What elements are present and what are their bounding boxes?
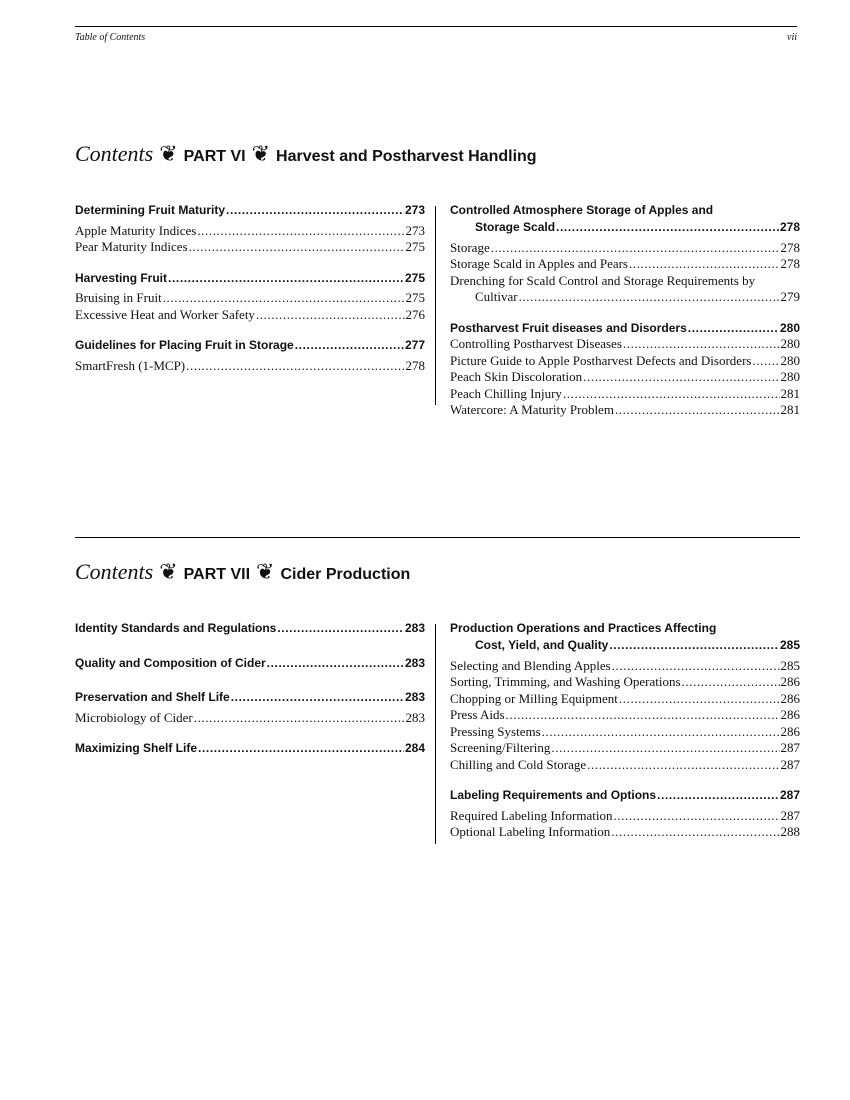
page-ref: 280 [780,369,800,384]
toc-section[interactable] [75,655,425,672]
toc-entry[interactable] [450,402,800,419]
part-title: Harvest and Postharvest Handling [276,148,537,165]
page-ref: 287 [779,788,800,802]
page-ref: 280 [780,352,800,368]
entry-title: Selecting and Blending Apples [450,657,611,673]
page-ref: 281 [780,402,800,417]
page-ref: 281 [780,385,800,401]
fleuron-icon: ❦ [251,142,271,167]
page-ref: 275 [405,290,425,305]
entry-title: Peach Chilling Injury [450,385,562,401]
page-ref: 285 [780,657,800,673]
toc-entry[interactable] [450,707,800,724]
toc-entry[interactable] [450,674,800,691]
entry-title: Storage [450,239,490,255]
toc-section-line[interactable]: Controlled Atmosphere Storage of Apples and [450,203,714,217]
entry-title: Chopping or Milling Equipment [450,690,618,706]
entry-title: Picture Guide to Apple Postharvest Defects and Disorders [450,352,752,368]
toc-entry[interactable] [450,386,800,403]
toc-entry[interactable] [75,307,425,324]
entry-title: SmartFresh (1-MCP) [75,357,186,373]
page-ref: 283 [404,655,425,670]
toc-entry[interactable] [450,740,800,757]
page-ref: 286 [780,707,800,722]
entry-title: Pressing Systems [450,723,541,739]
toc-section[interactable] [75,620,425,637]
toc-section[interactable] [75,202,425,219]
toc-entry-line[interactable]: Drenching for Scald Control and Storage Requirements by [450,272,756,288]
section-title: Maximizing Shelf Life [75,741,198,755]
toc-entry[interactable] [75,358,425,375]
toc-section-line[interactable]: Production Operations and Practices Affecting [450,621,717,635]
section-title: Storage Scald [475,220,556,234]
page-ref: 280 [779,320,800,335]
toc-section[interactable] [75,740,425,757]
entry-title: Peach Skin Discoloration [450,369,583,384]
section-title: Cost, Yield, and Quality [475,638,609,652]
page-ref: 275 [405,239,425,254]
contents-word: Contents [75,141,154,166]
page-ref: 286 [780,723,800,739]
page-ref: 287 [780,807,800,823]
page-ref: 273 [405,222,425,238]
fleuron-icon: ❦ [159,142,178,167]
page-ref: 285 [779,638,800,652]
toc-entry[interactable] [450,808,800,825]
entry-title: Bruising in Fruit [75,290,162,305]
column-divider [435,206,436,405]
section-title: Labeling Requirements and Options [450,788,657,802]
part7-right-column [450,620,800,841]
toc-entry[interactable] [450,757,800,774]
entry-title: Pear Maturity Indices [75,239,188,254]
toc-section[interactable] [450,637,800,654]
entry-title: Apple Maturity Indices [75,222,197,238]
section-title: Identity Standards and Regulations [75,621,277,635]
page-ref: 288 [780,824,800,839]
page-ref: 278 [779,220,800,234]
page-ref: 287 [780,740,800,755]
section-title: Postharvest Fruit diseases and Disorders [450,320,687,335]
running-head-title: Table of Contents [75,32,146,43]
toc-section[interactable] [450,320,800,337]
page-ref: 283 [405,709,425,725]
part7-left-column [75,620,425,757]
entry-title: Sorting, Trimming, and Washing Operations [450,674,681,689]
fleuron-icon: ❦ [159,560,178,585]
page-ref: 286 [780,690,800,706]
part7-heading [75,559,410,585]
entry-title: Screening/Filtering [450,740,551,755]
toc-entry[interactable] [450,724,800,741]
page-ref: 286 [780,674,800,689]
part-number: PART VI [183,148,246,165]
part6-right-column [450,202,800,419]
page-ref: 287 [780,756,800,772]
entry-title: Press Aids [450,707,505,722]
page-ref: 278 [780,256,800,271]
toc-entry[interactable] [450,824,800,841]
page-ref: 273 [404,203,425,217]
running-head [75,26,797,43]
page-ref: 280 [780,336,800,351]
toc-entry[interactable] [450,691,800,708]
entry-title: Chilling and Cold Storage [450,756,587,772]
toc-section[interactable] [75,337,425,354]
part-title: Cider Production [280,566,411,583]
entry-title: Optional Labeling Information [450,824,611,839]
part6-left-column [75,202,425,374]
toc-entry[interactable] [450,369,800,386]
entry-title: Controlling Postharvest Diseases [450,336,622,351]
toc-section[interactable] [450,787,800,804]
entry-title: Watercore: A Maturity Problem [450,402,614,417]
toc-entry[interactable] [450,289,800,306]
toc-entry[interactable] [75,223,425,240]
page-ref: 284 [404,741,425,755]
page-ref: 279 [780,289,800,304]
section-title: Quality and Composition of Cider [75,655,266,670]
page-ref: 277 [404,338,425,352]
toc-entry[interactable] [450,336,800,353]
toc-entry[interactable] [450,353,800,370]
part-number: PART VII [183,566,251,583]
section-divider [75,537,800,538]
section-title: Preservation and Shelf Life [75,690,230,704]
entry-title: Cultivar [475,289,518,304]
toc-section[interactable] [450,219,800,236]
section-title: Harvesting Fruit [75,270,168,285]
section-title: Determining Fruit Maturity [75,203,226,217]
toc-entry[interactable] [450,658,800,675]
contents-word: Contents [75,559,154,584]
fleuron-icon: ❦ [256,560,275,585]
entry-title: Microbiology of Cider [75,709,193,725]
toc-entry[interactable] [75,239,425,256]
page-number: vii [787,32,797,43]
page-ref: 276 [405,306,425,322]
page-ref: 278 [405,357,425,373]
column-divider [435,624,436,844]
page-ref: 275 [404,270,425,285]
toc-entry[interactable] [75,290,425,307]
toc-section[interactable] [75,270,425,287]
page-ref: 283 [404,690,425,704]
part6-heading [75,141,537,167]
toc-entry[interactable] [75,710,425,727]
toc-section[interactable] [75,689,425,706]
entry-title: Required Labeling Information [450,807,613,823]
page-ref: 278 [780,239,800,255]
entry-title: Excessive Heat and Worker Safety [75,306,255,322]
toc-entry[interactable] [450,240,800,257]
toc-entry[interactable] [450,256,800,273]
entry-title: Storage Scald in Apples and Pears [450,256,628,271]
page-ref: 283 [404,621,425,635]
section-title: Guidelines for Placing Fruit in Storage [75,338,294,352]
